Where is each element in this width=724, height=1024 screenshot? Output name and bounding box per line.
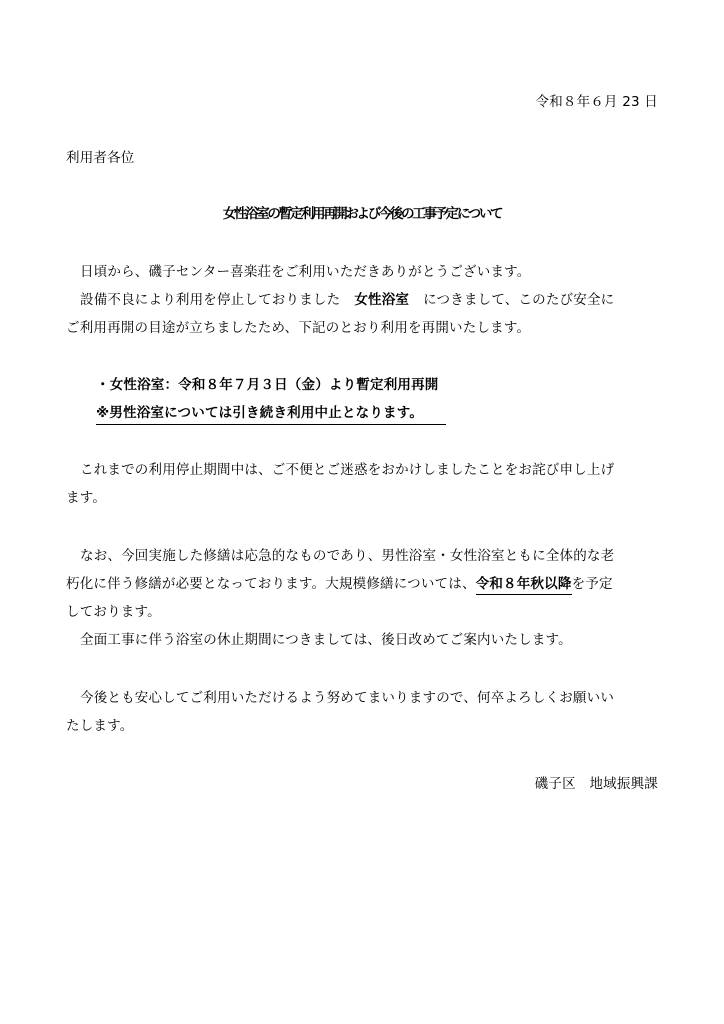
para4-line1: 今後とも安心してご利用いただけるよう努めてまいりますので、何卒よろしくお願いい (80, 690, 615, 706)
para3-line1: なお、今回実施した修繕は応急的なものであり、男性浴室・女性浴室ともに全体的な老 (80, 548, 615, 564)
para1-line3: ご利用再開の目途が立ちましたため、下記のとおり利用を再開いたします。 (66, 320, 531, 336)
para3-line2-post: を予定 (571, 576, 613, 592)
notice-line1: ・女性浴室：令和８年７月３日（金）より暫定利用再開 (96, 377, 439, 393)
para3-line4: 全面工事に伴う浴室の休止期間につきましては、後日改めてご案内いたします。 (80, 632, 572, 648)
para1-line2-bold: 女性浴室 (354, 292, 410, 308)
para1-line1: 日頃から、磯子センター喜楽荘をご利用いただきありがとうございます。 (80, 264, 531, 280)
addressee: 利用者各位 (66, 150, 135, 166)
para3-line2-pre: 朽化に伴う修繕が必要となっております。大規模修繕については、 (66, 576, 476, 592)
para1-line2-pre: 設備不良により利用を停止しておりました (80, 292, 341, 308)
document-title: 女性浴室の暫定利用再開および今後の工事予定について (222, 206, 502, 222)
para1-line2-post: につきまして、このたび安全に (423, 292, 615, 308)
para1-line2 (80, 290, 614, 310)
notice-underline (96, 424, 446, 425)
para4-line2: たします。 (66, 718, 134, 734)
para3-line2 (66, 574, 613, 594)
sender: 磯子区 地域振興課 (534, 776, 658, 792)
para3-line2-bold: 令和８年秋以降 (476, 576, 572, 595)
para2-line1: これまでの利用停止期間中は、ご不便とご迷惑をおかけしましたことをお詫び申し上げ (80, 462, 615, 478)
para2-line2: ます。 (66, 490, 107, 506)
notice-line2: ※男性浴室については引き続き利用中止となります。 (96, 405, 424, 421)
document-date: 令和８年６月 23 日 (535, 94, 658, 110)
para3-line3: しております。 (66, 604, 161, 620)
